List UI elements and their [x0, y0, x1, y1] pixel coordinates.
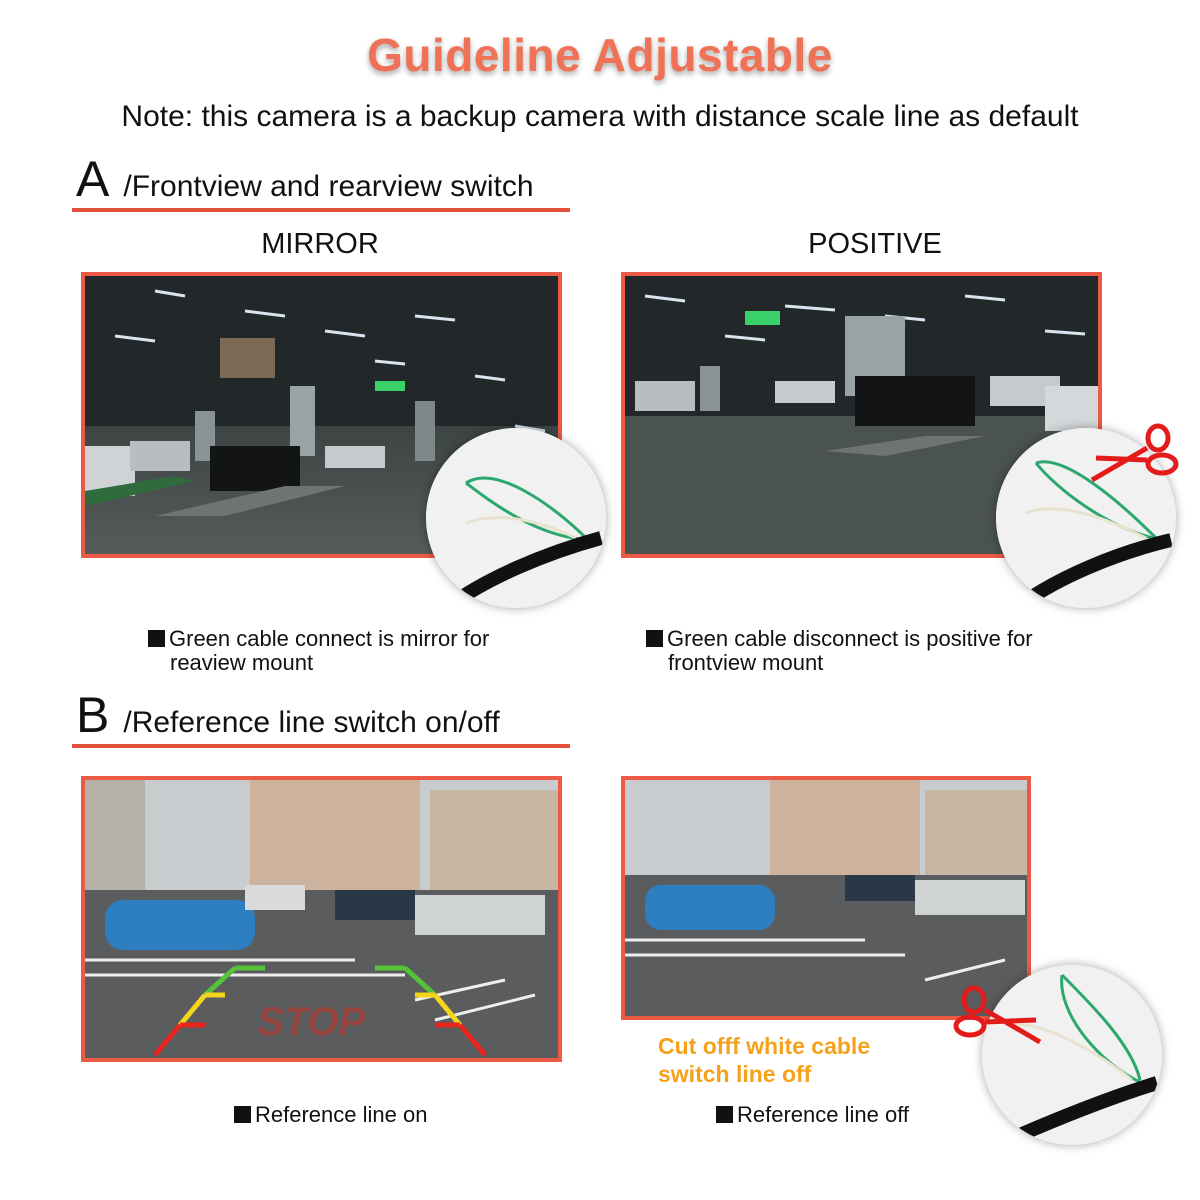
reference-on-image	[81, 776, 562, 1062]
mirror-caption-line2: reaview mount	[170, 650, 314, 675]
bullet-square	[646, 630, 663, 647]
page-title: Guideline Adjustable	[367, 29, 833, 81]
section-a-title: /Frontview and rearview switch	[123, 170, 534, 203]
reference-off-caption-text: Reference line off	[737, 1102, 910, 1127]
cut-note-line1: Cut offf white cable	[658, 1033, 871, 1059]
note-text: Note: this camera is a backup camera with distance scale line as default	[121, 100, 1079, 133]
positive-caption	[646, 627, 1033, 675]
section-b-header	[76, 686, 500, 744]
bullet-square	[234, 1106, 251, 1123]
positive-caption-line1: Green cable disconnect is positive for	[667, 626, 1033, 651]
section-b-letter: B	[76, 687, 110, 743]
positive-caption-line2: frontview mount	[668, 650, 824, 675]
positive-label: POSITIVE	[808, 228, 942, 260]
section-b-underline	[72, 744, 570, 748]
section-a-underline	[72, 208, 570, 212]
section-a-letter: A	[76, 151, 110, 207]
bullet-square	[716, 1106, 733, 1123]
mirror-caption-line1: Green cable connect is mirror for	[169, 626, 490, 651]
stop-watermark: STOP	[257, 1000, 366, 1044]
mirror-label: MIRROR	[261, 228, 379, 260]
scissors-icon	[1082, 420, 1182, 490]
section-a-header	[76, 150, 534, 208]
reference-on-caption	[234, 1103, 427, 1127]
bullet-square	[148, 630, 165, 647]
scissors-icon	[950, 982, 1050, 1052]
cut-white-cable-note	[658, 1032, 870, 1088]
cable-circle-connected	[426, 428, 606, 608]
reference-off-caption	[716, 1103, 909, 1127]
section-b-title: /Reference line switch on/off	[123, 706, 500, 739]
reference-on-caption-text: Reference line on	[255, 1102, 428, 1127]
mirror-caption	[148, 627, 489, 675]
cut-note-line2: switch line off	[658, 1061, 812, 1087]
